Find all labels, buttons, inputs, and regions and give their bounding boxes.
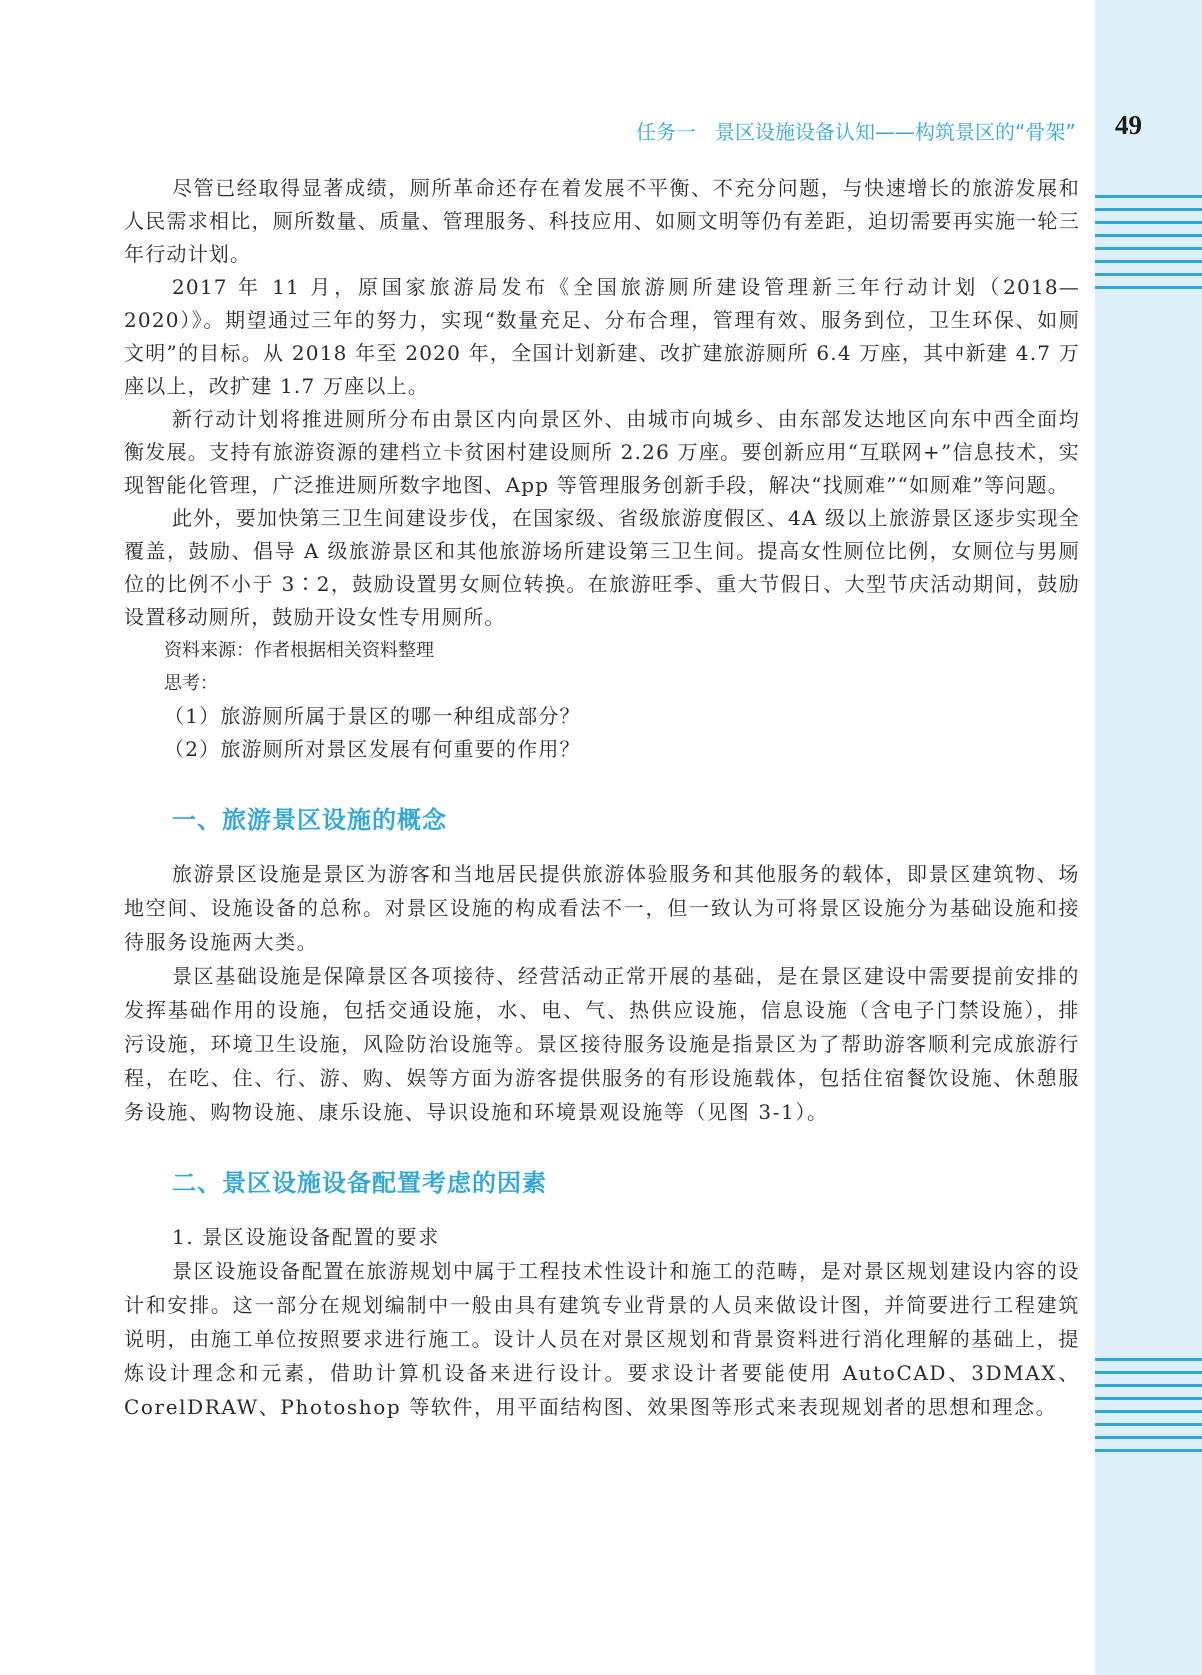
case-paragraph: 2017 年 11 月，原国家旅游局发布《全国旅游厕所建设管理新三年行动计划（2018—2020）》。期望通过三年的努力，实现“数量充足、分布合理，管理有效、服务到位，卫生环保、如厕文明”的目标。从 2018 年至 2020 年，全国计划新建、改扩建旅游厕所 6.4 万座，其中新建 4.7 万座以上，改扩建 1.7 万座以上。 (124, 275, 1080, 398)
case-paragraph: 尽管已经取得显著成绩，厕所革命还存在着发展不平衡、不充分问题，与快速增长的旅游发展和人民需求相比，厕所数量、质量、管理服务、科技应用、如厕文明等仍有差距，迫切需要再实施一轮三年行动计划。 (124, 176, 1080, 266)
section-heading-1: 一、旅游景区设施的概念 (172, 806, 447, 834)
header-section-title: 景区设施设备认知——构筑景区的“骨架” (715, 120, 1076, 144)
header-chapter: 任务一 (636, 120, 696, 144)
decorative-stripes-bottom (1095, 1358, 1202, 1462)
decorative-stripes-top (1095, 195, 1202, 299)
section-heading-2: 二、景区设施设备配置考虑的因素 (172, 1169, 547, 1197)
page-body (124, 172, 1080, 1424)
question-item: （1）旅游厕所属于景区的哪一种组成部分？ (164, 704, 581, 728)
think-label: 思考： (164, 673, 218, 694)
section1-paragraph: 景区基础设施是保障景区各项接待、经营活动正常开展的基础，是在景区建设中需要提前安排的发挥基础作用的设施，包括交通设施，水、电、气、热供应设施，信息设施（含电子门禁设施），排污设施，环境卫生设施，风险防治设施等。景区接待服务设施是指景区为了帮助游客顺利完成旅游行程，在吃、住、行、游、购、娱等方面为游客提供服务的有形设施载体，包括住宿餐饮设施、休憩服务设施、购物设施、康乐设施、导识设施和环境景观设施等（见图 3-1）。 (124, 964, 1080, 1124)
question-item: （2）旅游厕所对景区发展有何重要的作用？ (164, 737, 581, 761)
case-paragraph: 新行动计划将推进厕所分布由景区内向景区外、由城市向城乡、由东部发达地区向东中西全面均衡发展。支持有旅游资源的建档立卡贫困村建设厕所 2.26 万座。要创新应用“互联网+”信息技术，实现智能化管理，广泛推进厕所数字地图、App 等管理服务创新手段，解决“找厕难”“如厕难”等问题。 (124, 407, 1080, 497)
subheading: 1. 景区设施设备配置的要求 (172, 1225, 440, 1249)
page-number: 49 (1115, 110, 1142, 140)
source-note: 资料来源：作者根据相关资料整理 (164, 640, 434, 661)
section2-paragraph: 景区设施设备配置在旅游规划中属于工程技术性设计和施工的范畴，是对景区规划建设内容的设计和安排。这一部分在规划编制中一般由具有建筑专业背景的人员来做设计图，并简要进行工程建筑说明，由施工单位按照要求进行施工。设计人员在对景区规划和背景资料进行消化理解的基础上，提炼设计理念和元素，借助计算机设备来进行设计。要求设计者要能使用 AutoCAD、3DMAX、CorelDRAW、Photoshop 等软件，用平面结构图、效果图等形式来表现规划者的思想和理念。 (124, 1259, 1080, 1419)
case-paragraph: 此外，要加快第三卫生间建设步伐，在国家级、省级旅游度假区、4A 级以上旅游景区逐步实现全覆盖，鼓励、倡导 A 级旅游景区和其他旅游场所建设第三卫生间。提高女性厕位比例，女厕位与男厕位的比例不小于 3∶2，鼓励设置男女厕位转换。在旅游旺季、重大节假日、大型节庆活动期间，鼓励设置移动厕所，鼓励开设女性专用厕所。 (124, 506, 1080, 629)
section1-paragraph: 旅游景区设施是景区为游客和当地居民提供旅游体验服务和其他服务的载体，即景区建筑物、场地空间、设施设备的总称。对景区设施的构成看法不一，但一致认为可将景区设施分为基础设施和接待服务设施两大类。 (124, 862, 1080, 954)
